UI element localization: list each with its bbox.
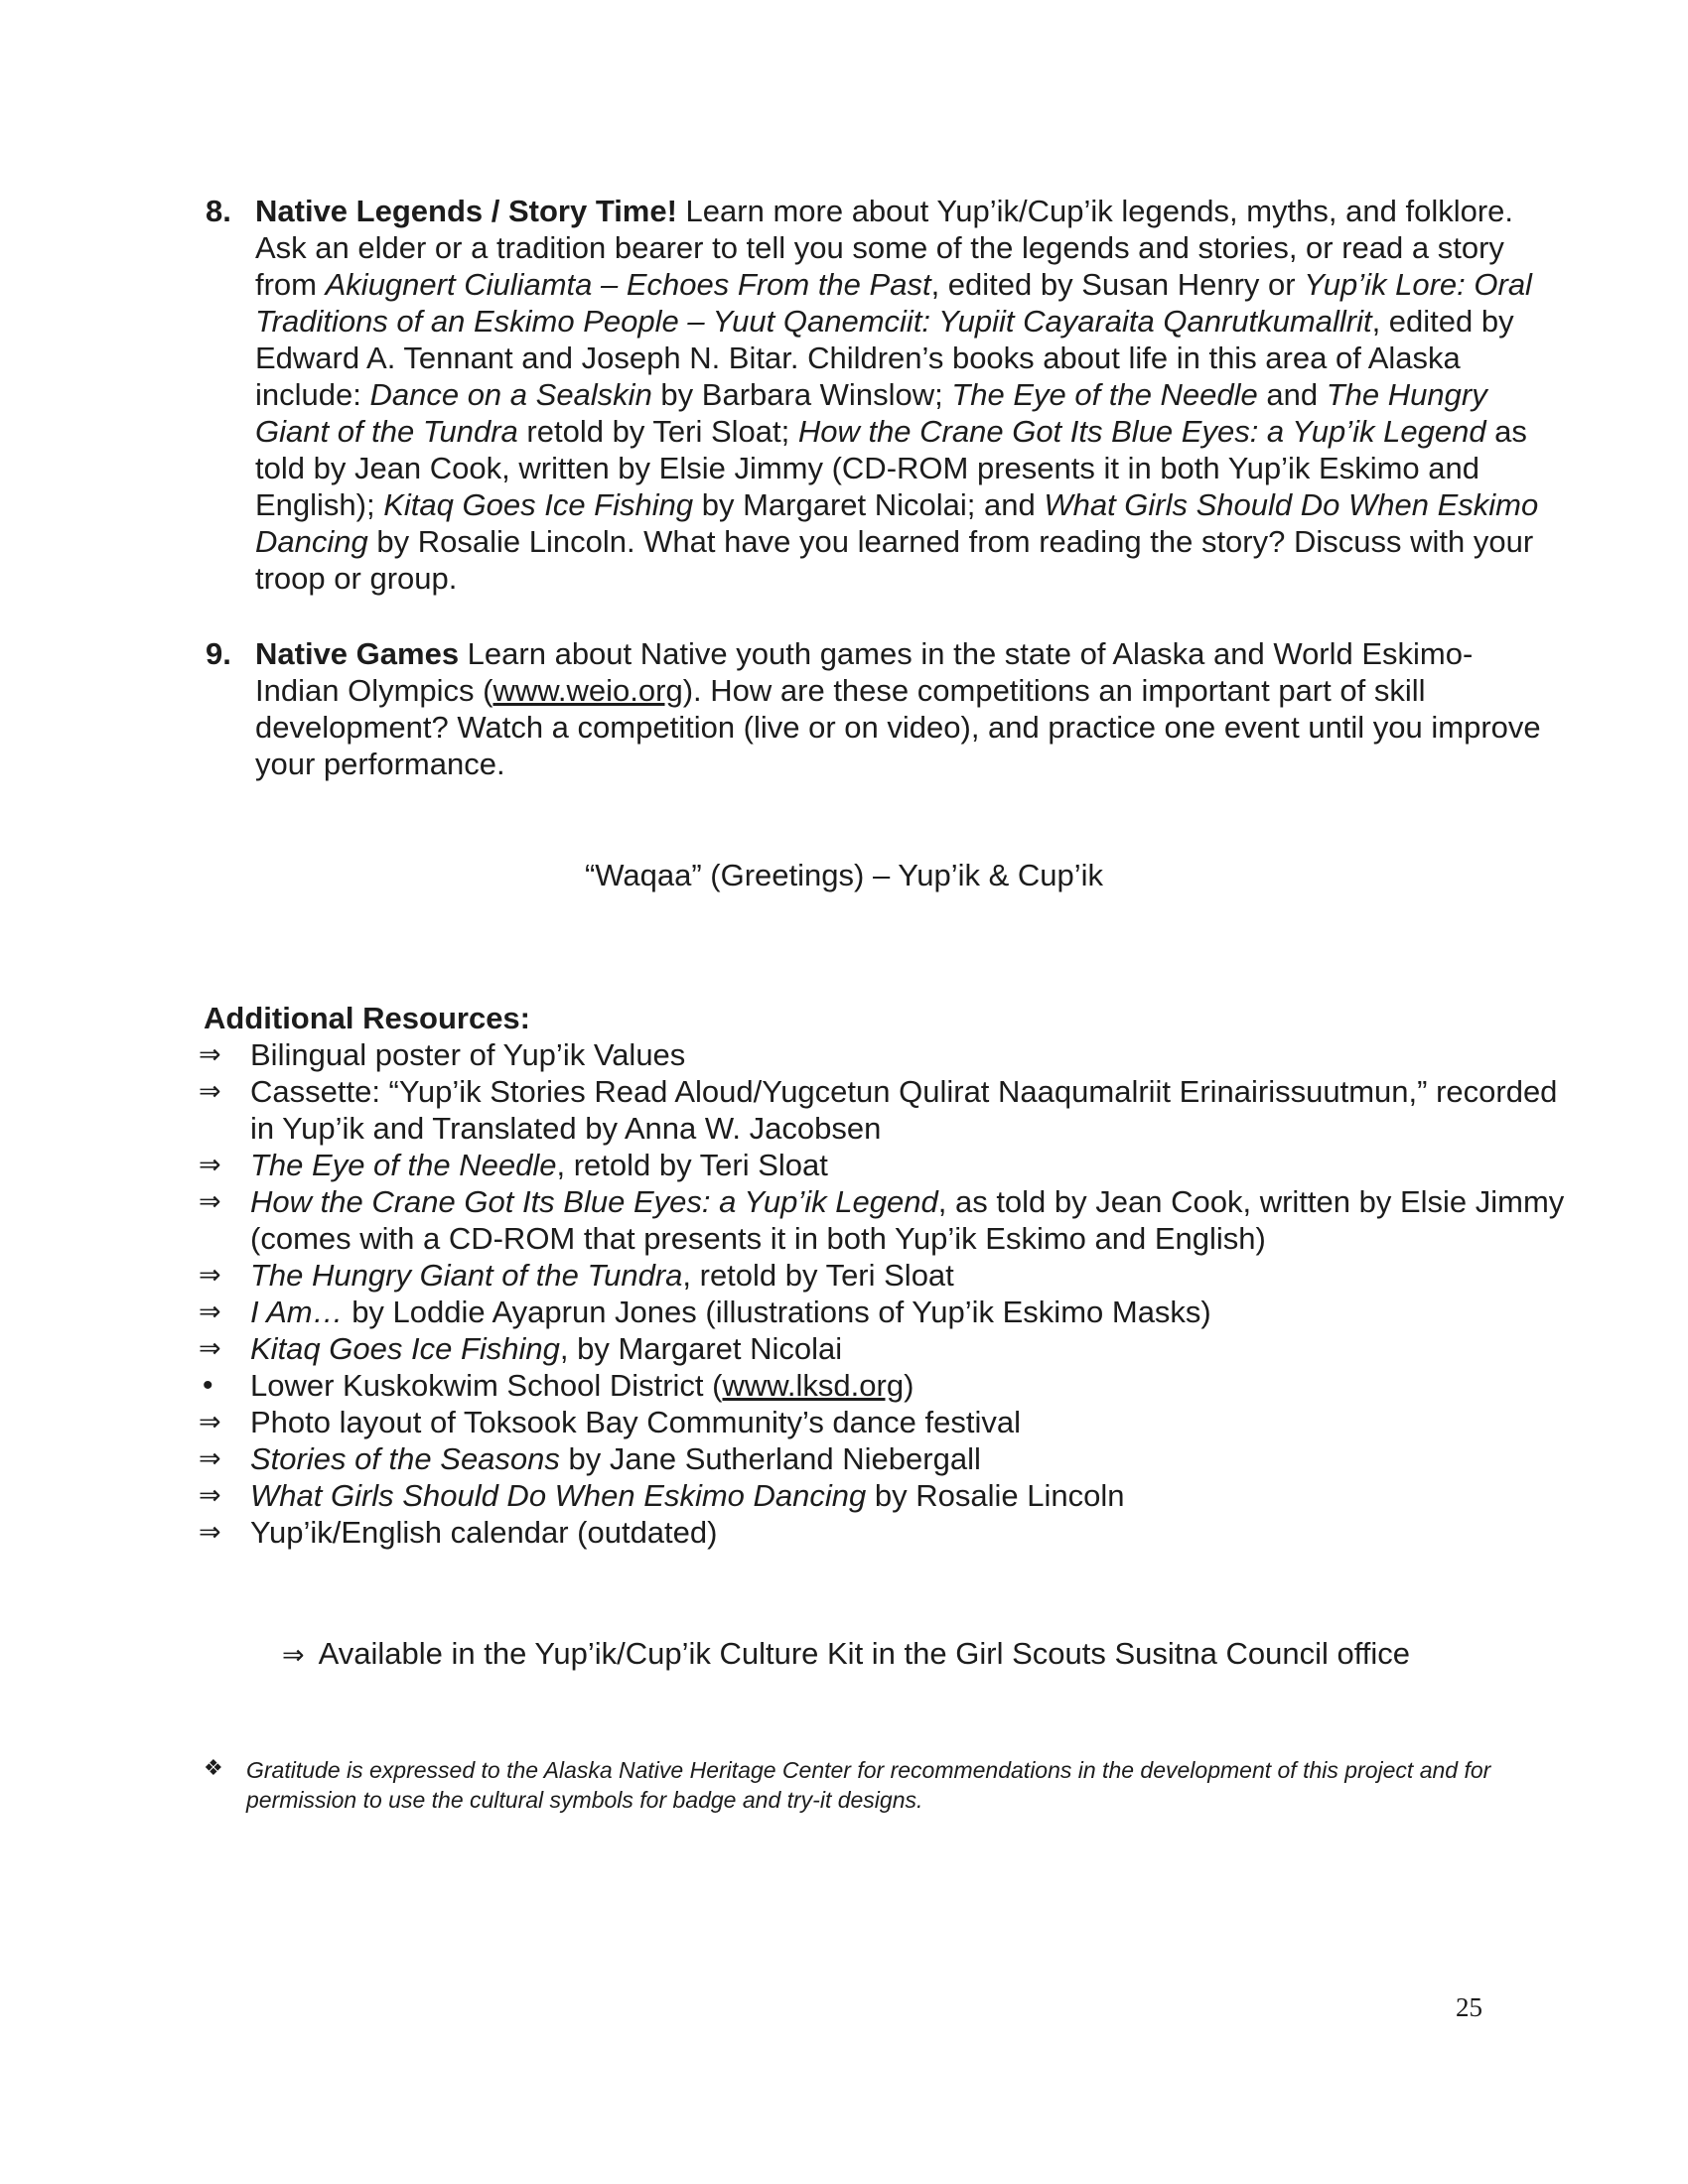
text-run: by Rosalie Lincoln. What have you learned from reading the story? Discuss with your troop or group. bbox=[255, 524, 1534, 596]
text-run: as told by Jean Cook, written by Elsie Jimmy (CD-ROM presents it in both Yup’ik Eskimo and English); bbox=[255, 414, 1527, 522]
resource-text: by Loddie Ayaprun Jones (illustrations of Yup’ik Eskimo Masks) bbox=[343, 1295, 1211, 1329]
book-title: What Girls Should Do When Eskimo Dancing bbox=[250, 1478, 867, 1513]
book-title: Dance on a Sealskin bbox=[369, 377, 652, 412]
weio-link[interactable]: www.weio.org bbox=[492, 673, 683, 708]
resource-text: , retold by Teri Sloat bbox=[556, 1148, 828, 1182]
list-item bbox=[199, 1330, 1589, 1367]
kit-note-text: Available in the Yup’ik/Cup’ik Culture Kit in the Girl Scouts Susitna Council office bbox=[318, 1636, 1410, 1671]
resource-text: Cassette: “Yup’ik Stories Read Aloud/Yugcetun Qulirat Naaqumalriit Erinairissuutmun,” recorded in Yup’ik and Translated by Anna W. Jacobsen bbox=[250, 1074, 1558, 1146]
text-run: Learn about Native youth games in the state of Alaska and World Eskimo-Indian Olympics ( bbox=[255, 636, 1474, 708]
resource-text: Lower Kuskokwim School District ( bbox=[250, 1368, 723, 1403]
kit-note bbox=[282, 1636, 1410, 1672]
book-title: What Girls Should Do When Eskimo Dancing bbox=[255, 487, 1539, 559]
arrow-icon: ⇒ bbox=[199, 1186, 221, 1216]
list-item bbox=[199, 1404, 1589, 1440]
text-run: ). How are these competitions an important part of skill development? Watch a competition (live or on video), and practice one event until you improve your performance. bbox=[255, 673, 1541, 781]
list-item bbox=[199, 1477, 1589, 1514]
list-item bbox=[199, 1257, 1589, 1294]
acknowledgement bbox=[204, 1755, 1564, 1815]
arrow-icon: ⇒ bbox=[282, 1640, 305, 1670]
diamond-cluster-icon: ❖ bbox=[204, 1755, 223, 1780]
resource-text: , as told by Jean Cook, written by Elsie Jimmy (comes with a CD-ROM that presents it in both Yup’ik Eskimo and English) bbox=[250, 1184, 1565, 1256]
book-title: Yup’ik Lore: Oral Traditions of an Eskimo People – Yuut Qanemciit: Yupiit Cayaraita Qanrutkumallrit bbox=[255, 267, 1532, 339]
book-title: Kitaq Goes Ice Fishing bbox=[250, 1331, 560, 1366]
arrow-icon: ⇒ bbox=[199, 1443, 221, 1473]
list-item bbox=[199, 1514, 1589, 1551]
list-item bbox=[199, 1294, 1589, 1330]
resource-text: Bilingual poster of Yup’ik Values bbox=[250, 1037, 686, 1072]
bullet-icon: • bbox=[203, 1369, 213, 1402]
activity-body bbox=[255, 635, 1556, 782]
resource-text: Photo layout of Toksook Bay Community’s dance festival bbox=[250, 1405, 1021, 1439]
book-title: Akiugnert Ciuliamta – Echoes From the Past bbox=[325, 267, 931, 302]
lksd-link[interactable]: www.lksd.org bbox=[722, 1368, 905, 1403]
book-title: The Hungry Giant of the Tundra bbox=[255, 377, 1487, 449]
list-item bbox=[199, 1147, 1589, 1183]
arrow-icon: ⇒ bbox=[199, 1260, 221, 1290]
book-title: How the Crane Got Its Blue Eyes: a Yup’ik Legend bbox=[797, 414, 1486, 449]
text-run: , edited by Susan Henry or bbox=[930, 267, 1305, 302]
activity-number: 8. bbox=[206, 194, 231, 228]
resource-text: ) bbox=[904, 1368, 914, 1403]
arrow-icon: ⇒ bbox=[199, 1150, 221, 1179]
resource-text: by Jane Sutherland Niebergall bbox=[559, 1441, 981, 1476]
text-run: and bbox=[1257, 377, 1327, 412]
list-item bbox=[199, 1073, 1589, 1147]
text-run: , edited by Edward A. Tennant and Joseph N. Bitar. Children’s books about life in this area of Alaska include: bbox=[255, 304, 1514, 412]
list-item bbox=[199, 1440, 1589, 1477]
list-item bbox=[199, 1367, 1589, 1404]
resources-heading: Additional Resources: bbox=[204, 1001, 530, 1035]
text-run: retold by Teri Sloat; bbox=[517, 414, 798, 449]
list-item bbox=[199, 1183, 1589, 1257]
greeting-line: “Waqaa” (Greetings) – Yup’ik & Cup’ik bbox=[584, 858, 1104, 892]
resource-text: , retold by Teri Sloat bbox=[682, 1258, 954, 1293]
text-run: by Margaret Nicolai; and bbox=[693, 487, 1045, 522]
book-title: The Hungry Giant of the Tundra bbox=[250, 1258, 683, 1293]
activity-title: Native Legends / Story Time! bbox=[255, 194, 677, 228]
resource-text: by Rosalie Lincoln bbox=[866, 1478, 1125, 1513]
text-run: by Barbara Winslow; bbox=[651, 377, 952, 412]
arrow-icon: ⇒ bbox=[199, 1333, 221, 1363]
activity-title: Native Games bbox=[255, 636, 460, 671]
arrow-icon: ⇒ bbox=[199, 1297, 221, 1326]
list-item bbox=[199, 1036, 1589, 1073]
arrow-icon: ⇒ bbox=[199, 1076, 221, 1106]
resource-text: Yup’ik/English calendar (outdated) bbox=[250, 1515, 718, 1550]
activity-8 bbox=[206, 193, 1556, 597]
arrow-icon: ⇒ bbox=[199, 1039, 221, 1069]
book-title: The Eye of the Needle bbox=[951, 377, 1258, 412]
arrow-icon: ⇒ bbox=[199, 1407, 221, 1436]
book-title: Stories of the Seasons bbox=[250, 1441, 560, 1476]
arrow-icon: ⇒ bbox=[199, 1517, 221, 1547]
text-run: Learn more about Yup’ik/Cup’ik legends, myths, and folklore. Ask an elder or a tradition bearer to tell you some of the legends and stories, or read a story from bbox=[255, 194, 1514, 302]
arrow-icon: ⇒ bbox=[199, 1480, 221, 1510]
activity-body bbox=[255, 193, 1556, 597]
book-title: How the Crane Got Its Blue Eyes: a Yup’ik Legend bbox=[250, 1184, 938, 1219]
resource-text: , by Margaret Nicolai bbox=[559, 1331, 843, 1366]
book-title: Kitaq Goes Ice Fishing bbox=[383, 487, 694, 522]
resources-list bbox=[199, 1036, 1589, 1551]
activity-9 bbox=[206, 635, 1556, 782]
activity-number: 9. bbox=[206, 636, 231, 671]
book-title: The Eye of the Needle bbox=[250, 1148, 557, 1182]
page-number: 25 bbox=[1456, 1992, 1482, 2022]
book-title: I Am… bbox=[250, 1295, 344, 1329]
acknowledgement-text: Gratitude is expressed to the Alaska Native Heritage Center for recommendations in the development of this project and for permission to use the cultural symbols for badge and try-it designs. bbox=[246, 1757, 1491, 1813]
